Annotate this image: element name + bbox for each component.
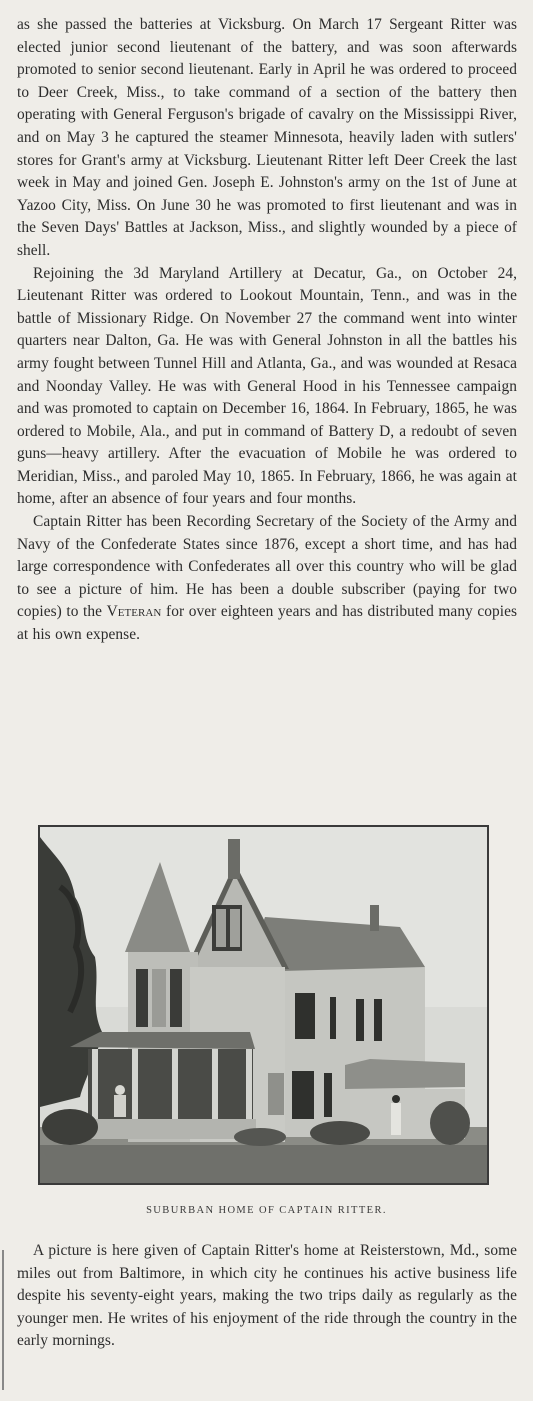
paragraph-rejoining: Rejoining the 3d Maryland Artillery at Decatur, Ga., on October 24, Lieutenant Ritter was ordered to Lookout Mountain, Tenn., and was in the battle of Missionary Ridge. On November 27 the command went into winter quarters near Dalton, Ga. He was with General Johnston in all the battles his army fought between Tunnel Hill and Atlanta, Ga., and was wounded at Resaca and Noonday Valley. He was with General Hood in his Tennessee campaign and was promoted to captain on December 16, 1864. In February, 1865, he was ordered to Mobile, Ala., and put in command of Battery D, a redoubt of seven guns—heavy artillery. After the evacuation of Mobile he was ordered to Meridian, Miss., and paroled May 10, 1865. In February, 1866, he was again at home, after an absence of four years and four months. — [17, 264, 517, 508]
figure-caption: SUBURBAN HOME OF CAPTAIN RITTER. — [146, 1205, 387, 1216]
paragraph-recording-secretary — [17, 511, 517, 647]
text-column-bottom — [17, 1240, 517, 1353]
paragraph-reisterstown-home: A picture is here given of Captain Ritter's home at Reisterstown, Md., some miles out from Baltimore, in which city he continues his active business life despite his seventy-eight years, making the two trips daily as regularly as the younger men. He writes of his enjoyment of the ride through the country in the early mornings. — [17, 1242, 517, 1350]
paragraph-service-vicksburg: as she passed the batteries at Vicksburg. On March 17 Sergeant Ritter was elected junior second lieutenant of the battery, and was soon afterwards promoted to senior second lieutenant. Early in April he was ordered to proceed to Deer Creek, Miss., to take command of a section of the battery then operating with General Ferguson's brigade of cavalry on the Mississippi River, and on May 3 he captured the steamer Minnesota, heavily laden with sutlers' stores for Grant's army at Vicksburg. Lieutenant Ritter left Deer Creek the last week in May and joined Gen. Joseph E. Johnston's army on the 1st of June at Yazoo City, Miss. On June 30 he was promoted to first lieutenant and was in the Seven Days' Battles at Jackson, Miss., and slightly wounded by a piece of shell. — [17, 16, 517, 259]
veteran-title: Veteran — [106, 603, 162, 621]
house-photograph — [38, 825, 489, 1185]
text-column-top — [17, 14, 517, 647]
page-edge-shadow — [2, 1250, 4, 1390]
paragraph-recording-secretary-text-a: Captain Ritter has been Recording Secretary of the Society of the Army and Navy of the Confederate States since 1876, except a short time, and has had large correspondence with Confederates all over this country who will be glad to see a picture of him. He has been a double subscriber (paying for two copies) to the — [17, 513, 517, 621]
paragraph-recording-secretary-text-b: for over eighteen years and has distributed many copies at his own expense. — [17, 603, 518, 644]
house-illustration — [40, 827, 487, 1183]
